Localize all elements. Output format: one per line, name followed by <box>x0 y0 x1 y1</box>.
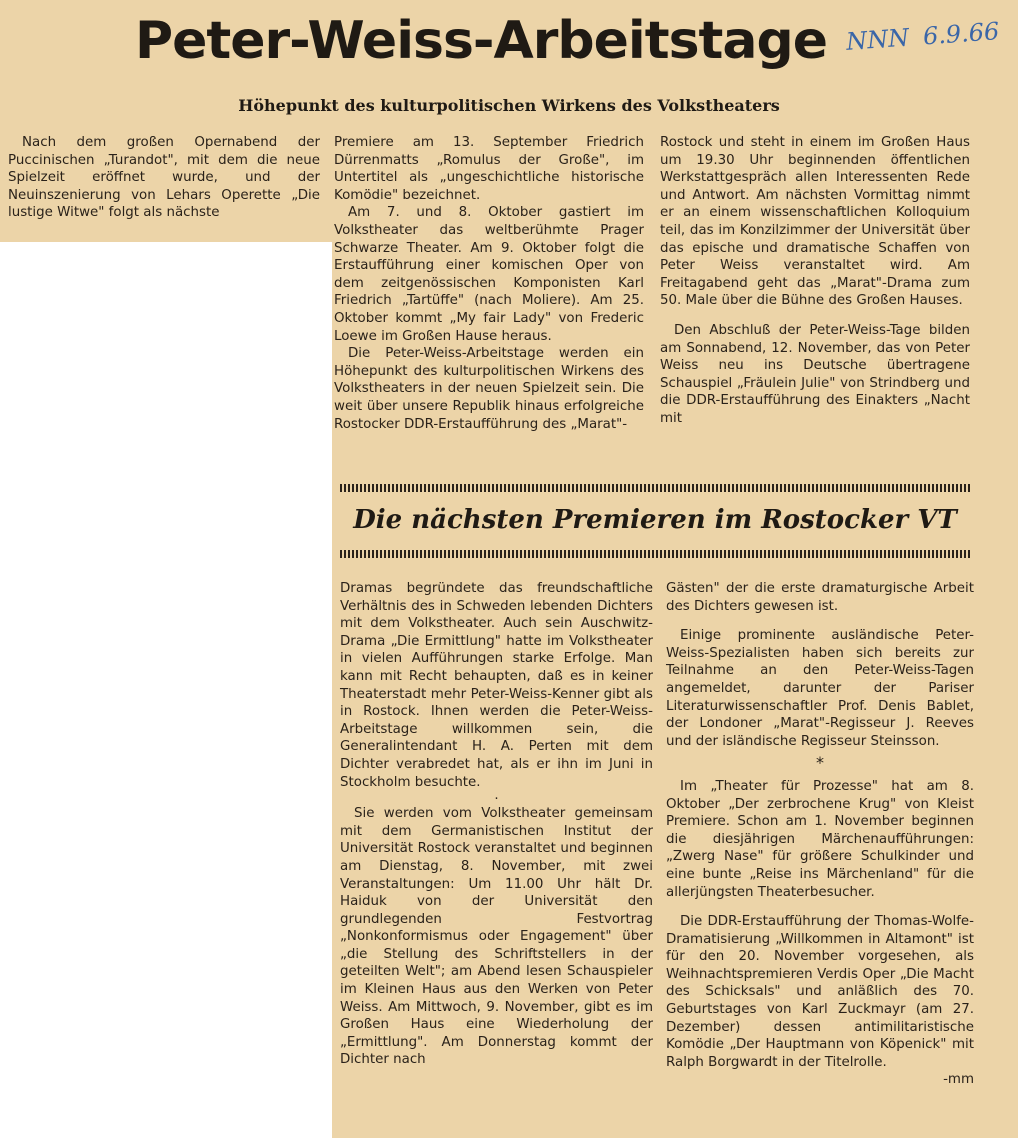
paragraph: Einige prominente ausländische Peter-Weiss-Spezialisten haben sich bereits zur Teilnahme an den Peter-Weiss-Tagen angemeldet, darunter der Pariser Literaturwissenschaftler Prof. Denis Bablet, der Londoner „Marat"-Regisseur J. Reeves und der isländische Regisseur Steinsson. <box>666 628 974 749</box>
paragraph: Dramas begründete das freundschaftliche Verhältnis des in Schweden lebenden Dichters mit dem Volkstheater. Auch sein Auschwitz-Drama „Die Ermittlung" hatte im Volkstheater in vielen Aufführungen starke Erfolge. Man kann mit Recht behaupten, daß es in keiner Theaterstadt mehr Peter-Weiss-Kenner gibt als in Rostock. Ihnen werden die Peter-Weiss-Arbeitstage willkommen sein, die Generalintendant H. A. Perten mit dem Dichter verabredet hat, als er ihn im Juni in Stockholm besuchte. <box>340 581 653 790</box>
paragraph: Gästen" der die erste dramaturgische Arbeit des Dichters gewesen ist. <box>666 581 974 614</box>
article-subheadline: Höhepunkt des kulturpolitischen Wirkens des Volkstheaters <box>238 96 780 115</box>
paragraph: Rostock und steht in einem im Großen Haus um 19.30 Uhr beginnenden öffentlichen Werkstattgespräch allen Interessenten Rede und Antwort. Am nächsten Vormittag nimmt er an einem wissenschaftlichen Kolloquium teil, das im Konzilzimmer der Universität über das epische und dramatische Schaffen von Peter Weiss veranstaltet wird. Am Freitagabend geht das „Marat"-Drama zum 50. Male über die Bühne des Großen Hauses. <box>660 135 970 309</box>
box-headline: Die nächsten Premieren im Rostocker VT <box>353 505 957 535</box>
paragraph: Am 7. und 8. Oktober gastiert im Volkstheater das weltberühmte Prager Schwarze Theater. Am 9. Oktober folgt die Erstaufführung einer komischen Oper von dem zeitgenössischen Komponisten Karl Friedrich „Tartüffe" (nach Moliere). Am 25. Oktober kommt „My fair Lady" von Frederic Loewe im Großen Hause heraus. <box>334 205 644 344</box>
article-headline: Peter-Weiss-Arbeitstage <box>135 11 827 71</box>
section-star: * <box>816 753 824 773</box>
text-column-2 <box>334 134 644 433</box>
paragraph: Premiere am 13. September Friedrich Dürrenmatts „Romulus der Große", im Untertitel als „ungeschichtliche historische Komödie" bezeichnet. <box>334 135 644 203</box>
separator-dot: · <box>494 792 499 808</box>
paragraph: Im „Theater für Prozesse" hat am 8. Oktober „Der zerbrochene Krug" von Kleist Premiere. Schon am 1. November beginnen die diesjährigen Märchenaufführungen: „Zwerg Nase" für größere Schulkinder und eine bunte „Reise ins Märchenland" für die allerjüngsten Theaterbesucher. <box>666 778 974 900</box>
paragraph: Die Peter-Weiss-Arbeitstage werden ein Höhepunkt des kulturpolitischen Wirkens des Volkstheaters in der neuen Spielzeit sein. Die weit über unsere Republik hinaus erfolgreiche Rostocker DDR-Erstaufführung des „Marat"- <box>334 346 644 432</box>
paragraph: Nach dem großen Opernabend der Puccinischen „Turandot", mit dem die neue Spielzeit eröffnet wurde, und der Neuinszenierung von Lehars Operette „Die lustige Witwe" folgt als nächste <box>8 135 320 221</box>
divider-rule-bottom <box>340 550 970 558</box>
text-column-4 <box>340 580 653 1069</box>
divider-rule-top <box>340 484 970 492</box>
paragraph: Die DDR-Erstaufführung der Thomas-Wolfe-Dramatisierung „Willkommen in Altamont" ist für den 20. November vorgesehen, als Weihnachtspremieren Verdis Oper „Die Macht des Schicksals" und anläßlich des 70. Geburtstages von Karl Zuckmayr (am 27. Dezember) dessen antimilitaristische Komödie „Der Hauptmann von Köpenick" mit Ralph Borgwardt in der Titelrolle. <box>666 914 974 1070</box>
paragraph: Sie werden vom Volkstheater gemeinsam mit dem Germanistischen Institut der Universität Rostock veranstaltet und beginnen am Dienstag, 8. November, mit zwei Veranstaltungen: Um 11.00 Uhr hält Dr. Haiduk von der Universität den grundlegenden Festvortrag „Nonkonformismus oder Engagement" über „die Stellung des Schriftstellers in der geteilten Welt"; am Abend lesen Schauspieler im Kleinen Haus aus den Werken von Peter Weiss. Am Mittwoch, 9. November, gibt es im Großen Haus eine Wiederholung der „Ermittlung". Am Donnerstag kommt der Dichter nach <box>340 806 653 1068</box>
text-column-3 <box>660 134 970 428</box>
annotation-source: NNN <box>845 23 911 56</box>
paragraph: Den Abschluß der Peter-Weiss-Tage bilden am Sonnabend, 12. November, das von Peter Weiss neu ins Deutsche übertragene Schauspiel „Fräulein Julie" von Strindberg und die DDR-Erstaufführung des Einakters „Nacht mit <box>660 322 970 426</box>
text-column-1 <box>8 134 320 222</box>
author-signature: -mm <box>943 1072 974 1088</box>
text-column-5 <box>666 580 974 1089</box>
annotation-date: 6.9.66 <box>922 17 1001 51</box>
